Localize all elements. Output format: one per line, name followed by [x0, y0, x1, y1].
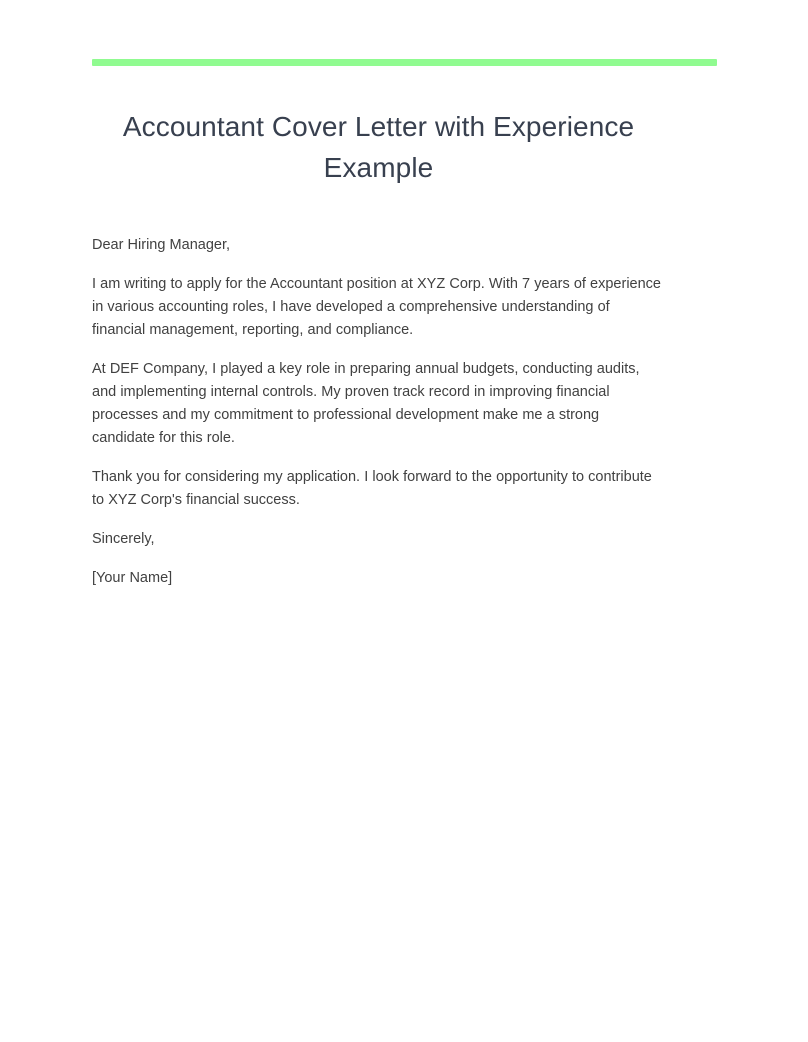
letter-signature-placeholder: [Your Name]	[92, 570, 173, 586]
document-content	[92, 0, 717, 590]
top-accent-rule	[92, 59, 717, 66]
letter-salutation: Dear Hiring Manager,	[92, 237, 231, 253]
letter-signoff: Sincerely,	[92, 531, 155, 547]
letter-paragraph-intro: I am writing to apply for the Accountant position at XYZ Corp. With 7 years of experience in various accounting roles, I have developed a comprehensive understanding of financial management, reporting, and compliance.	[92, 276, 661, 338]
letter-paragraph-closing: Thank you for considering my application. I look forward to the opportunity to contribute to XYZ Corp's financial success.	[92, 469, 652, 508]
page-title: Accountant Cover Letter with Experience Example	[122, 111, 635, 183]
letter-body	[92, 234, 665, 590]
letter-paragraph-experience: At DEF Company, I played a key role in preparing annual budgets, conducting audits, and implementing internal controls. My proven track record in improving financial processes and my commitment to professional development make me a strong candidate for this role.	[92, 361, 640, 446]
